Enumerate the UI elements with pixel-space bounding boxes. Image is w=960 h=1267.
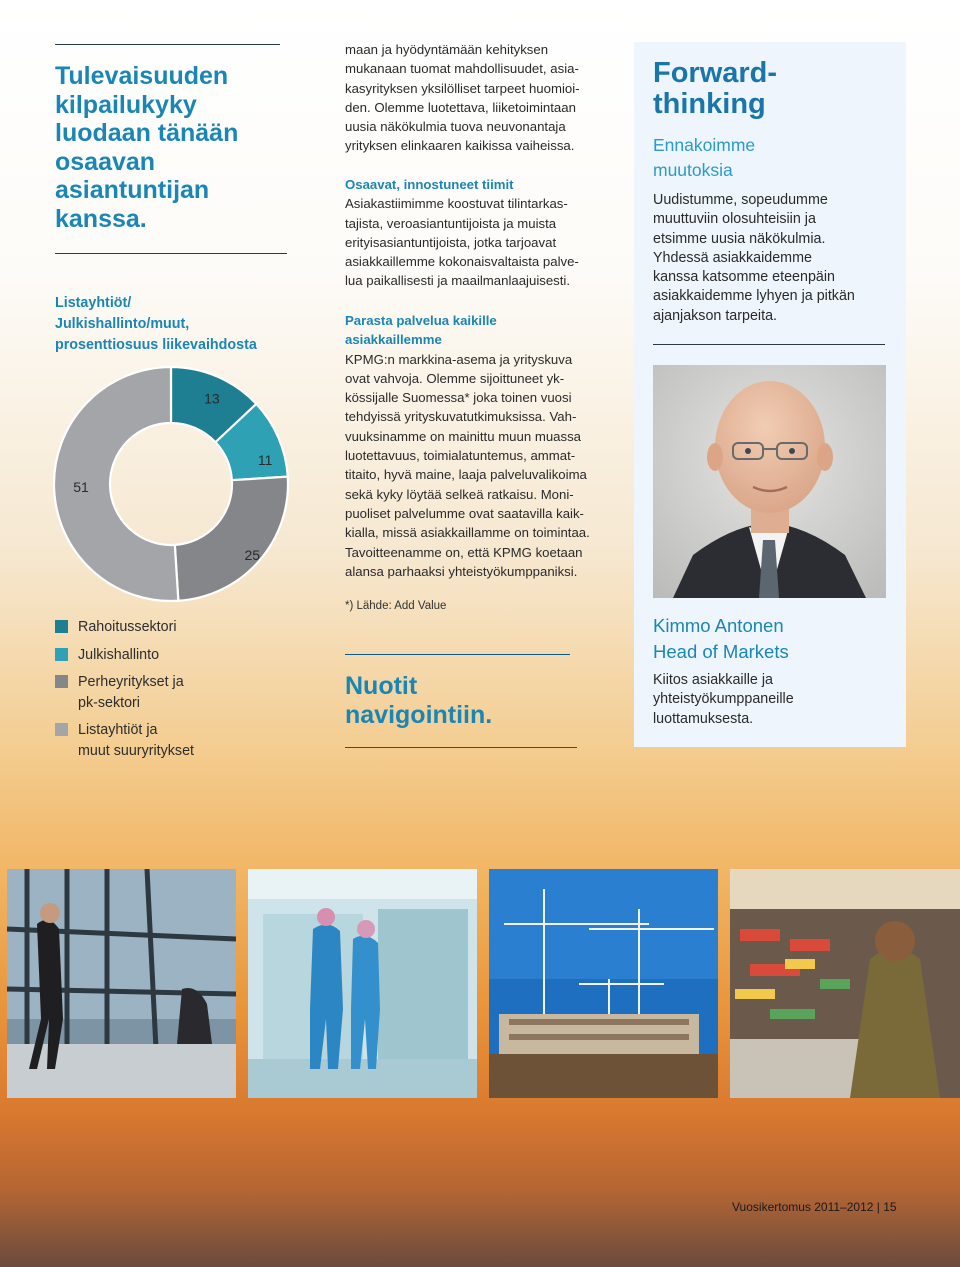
body-line: vuuksinamme on mainittu muun muassa (345, 428, 582, 444)
headline-line: asiantuntijan (55, 176, 210, 204)
headline-line: Tulevaisuuden (55, 62, 229, 90)
intro-line: maan ja hyödyntämään kehityksen (345, 42, 549, 57)
section-heading-tiimit (345, 175, 615, 194)
body-line: etsimme uusia näkökulmia. (653, 230, 826, 247)
chart-title-line: Listayhtiöt/ (55, 295, 132, 311)
body-line: ovat vahvoja. Olemme sijoittuneet yk- (345, 370, 565, 386)
body-line: ajanjakson tarpeita. (653, 307, 777, 324)
legend-label (78, 617, 177, 638)
body-line: KPMG:n markkina-asema ja yrityskuva (345, 351, 573, 367)
chart-title (55, 293, 305, 356)
portrait-photo (653, 365, 886, 598)
forward-thinking-body (653, 191, 893, 326)
body-line: titaito, hyvä maine, laaja palveluvalikoima (345, 467, 587, 483)
laboratory-photo (248, 869, 477, 1098)
office-lobby-photo (7, 869, 236, 1098)
intro-line: yrityksen elinkaaren kaikissa vaiheissa. (345, 138, 575, 154)
legend-label-line: Rahoitussektori (78, 619, 177, 635)
section-osaavat-tiimit (345, 175, 615, 291)
intro-line: uusia näkökulmia tuova neuvonantaja (345, 119, 566, 135)
legend-label (78, 645, 159, 666)
supermarket-photo (730, 869, 960, 1098)
headline-line: luodaan tänään (55, 119, 239, 147)
donut-value-label: 25 (244, 546, 261, 563)
nuotit-top-rule (345, 654, 570, 655)
body-line: asiakkaillemme kokonaisvaltaista palve- (345, 254, 579, 270)
thanks-line: luottamuksesta. (653, 710, 754, 727)
person-line: Kimmo Antonen (653, 615, 784, 636)
donut-slice (175, 477, 288, 601)
subtitle-line: Ennakoimme (653, 135, 756, 155)
nuotit-line: Nuotit (345, 672, 418, 700)
body-line: Yhdessä asiakkaidemme (653, 249, 812, 266)
page-footer: Vuosikertomus 2011–2012 | 15 (732, 1200, 897, 1214)
legend-label (78, 672, 184, 713)
body-line: Uudistumme, sopeudumme (653, 192, 828, 208)
body-line: sekä kyky löytää selkeä ratkaisu. Moni- (345, 486, 574, 502)
headline-top-rule (55, 44, 280, 45)
section-parasta-palvelua (345, 311, 615, 581)
intro-paragraph (345, 40, 615, 156)
chart-title-line: Julkishallinto/muut, (55, 316, 190, 332)
person-line: Head of Markets (653, 641, 789, 662)
donut-value-label: 51 (73, 479, 89, 496)
title-line: Forward- (653, 57, 778, 89)
person-name-title (653, 613, 789, 665)
body-line: tehdyissä yrityskuvatutkimuksissa. Vah- (345, 409, 577, 425)
source-footnote: *) Lähde: Add Value (345, 600, 447, 612)
body-line: tajista, veroasiantuntijoista ja muista (345, 215, 557, 231)
body-line: kössijalle Suomessa* joka toinen vuosi (345, 390, 572, 406)
heading-line: asiakkaillemme (345, 332, 442, 348)
nuotit-bottom-rule (345, 747, 577, 748)
nuotit-line: navigointiin. (345, 700, 493, 729)
legend-swatch (55, 620, 68, 633)
headline-line: osaavan (55, 147, 156, 176)
body-line: kialla, missä asiakkaillamme on toimintaa. (345, 525, 590, 541)
donut-chart (52, 365, 290, 603)
thanks-line: yhteistyökumppaneille (653, 691, 794, 708)
heading-line: Osaavat, innostuneet tiimit (345, 177, 514, 192)
legend-swatch (55, 648, 68, 661)
section-body-palvelu (345, 350, 615, 582)
body-line: muuttuviin olosuhteisiin ja (653, 211, 816, 228)
construction-site-photo (489, 869, 718, 1098)
headline-line: kilpailukyky (55, 90, 197, 119)
headline (55, 62, 295, 233)
intro-line: den. Olemme luotettava, liiketoimintaan (345, 99, 576, 115)
legend-label-line: Julkishallinto (78, 646, 160, 663)
body-line: lua paikallisesti ja maailmanlaajuisesti. (345, 273, 571, 289)
forward-thinking-title (653, 58, 777, 120)
section-heading-palvelu (345, 311, 615, 350)
headline-bottom-rule (55, 253, 287, 254)
thanks-line: Kiitos asiakkaille ja (653, 672, 773, 688)
intro-line: kasyrityksen yksilölliset tarpeet huomioi- (345, 80, 580, 96)
headline-line: kanssa. (55, 204, 147, 233)
subtitle-line: muutoksia (653, 160, 733, 180)
thanks-text (653, 671, 794, 729)
legend-swatch (55, 723, 68, 736)
legend-item (55, 645, 305, 666)
nuotit-heading (345, 672, 585, 729)
body-line: kanssa katsomme eteenpäin (653, 269, 835, 286)
heading-line: Parasta palvelua kaikille (345, 313, 497, 328)
section-body-tiimit (345, 194, 615, 290)
body-line: Tavoitteenamme on, että KPMG koetaan (345, 544, 583, 560)
intro-line: mukanaan tuomat mahdollisuudet, asia- (345, 61, 579, 77)
chart-legend (55, 617, 305, 768)
body-line: alansa parhaaksi yhteistyökumppaniksi. (345, 563, 578, 579)
legend-label-line: Listayhtiöt ja (78, 722, 158, 738)
legend-item (55, 672, 305, 713)
forward-thinking-subtitle (653, 133, 755, 183)
legend-label (78, 720, 194, 761)
body-line: luotettavuus, toimialatuntemus, ammat- (345, 448, 576, 464)
legend-label-line: pk-sektori (78, 694, 140, 711)
body-line: erityisasiantuntijoista, jotka tarjoavat (345, 234, 557, 250)
chart-title-line: prosenttiosuus liikevaihdosta (55, 337, 257, 353)
donut-value-label: 11 (257, 451, 273, 468)
sidebar-rule (653, 344, 885, 345)
title-line: thinking (653, 88, 766, 120)
body-line: Asiakastiimimme koostuvat tilintarkas- (345, 196, 568, 212)
legend-item (55, 720, 305, 761)
legend-label-line: Perheyritykset ja (78, 674, 184, 690)
legend-swatch (55, 675, 68, 688)
legend-label-line: muut suuryritykset (78, 742, 194, 759)
legend-item (55, 617, 305, 638)
body-line: asiakkaidemme lyhyen ja pitkän (653, 288, 855, 305)
donut-value-label: 13 (204, 390, 220, 407)
body-line: puoliset palvelumme ovat saatavilla kaik- (345, 505, 584, 521)
